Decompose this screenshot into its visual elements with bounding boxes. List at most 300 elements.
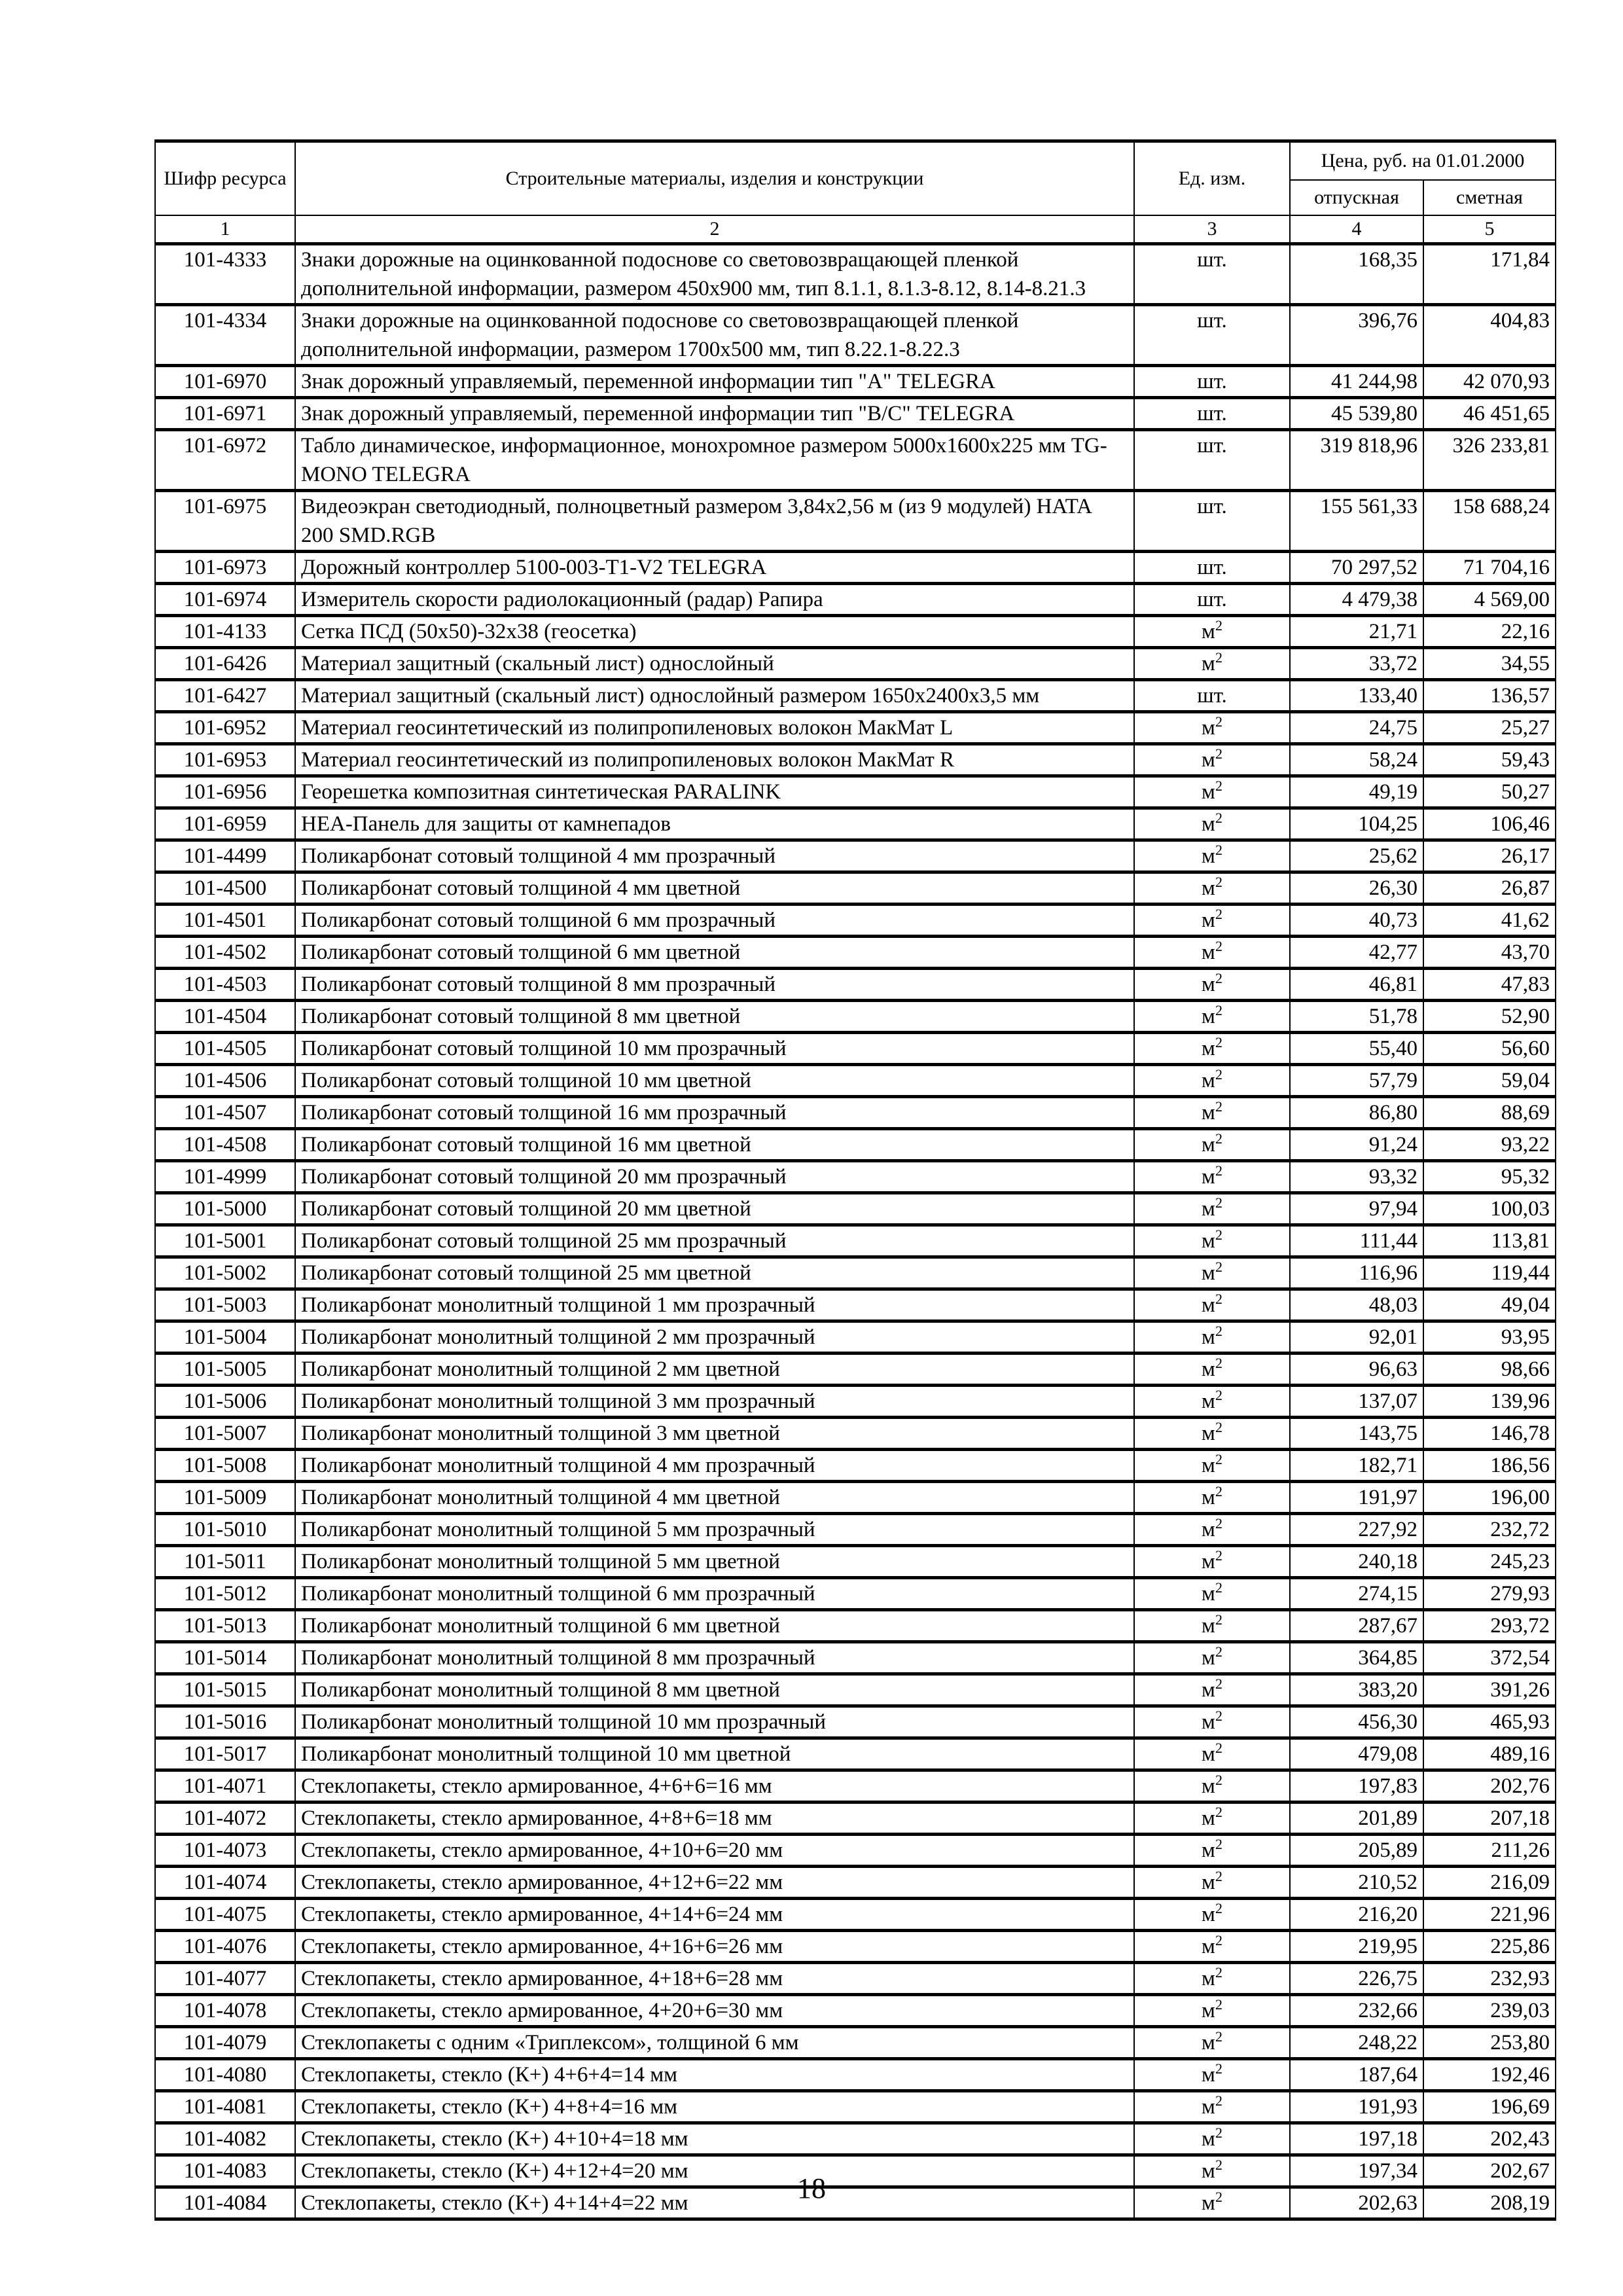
cell-unit: $м^2$ (1134, 1674, 1290, 1706)
cell-price-release: 51,78 (1290, 1001, 1423, 1033)
cell-unit: $м^2$ (1134, 1803, 1290, 1835)
cell-unit: шт. (1134, 366, 1290, 398)
superscript: 2 (1215, 1868, 1222, 1884)
table-row (155, 872, 1556, 905)
cell-unit: $м^2$ (1134, 2155, 1290, 2187)
cell-name: Поликарбонат монолитный толщиной 10 мм цветной (295, 1738, 1134, 1770)
cell-code: 101-5012 (155, 1578, 295, 1610)
cell-name: Поликарбонат сотовый толщиной 4 мм цветной (295, 872, 1134, 905)
cell-unit: $м^2$ (1134, 1931, 1290, 1963)
cell-price-release: 456,30 (1290, 1706, 1423, 1738)
cell-unit: $м^2$ (1134, 1899, 1290, 1931)
cell-name: Поликарбонат сотовый толщиной 8 мм прозрачный (295, 969, 1134, 1001)
cell-price-estimate: 293,72 (1423, 1610, 1556, 1642)
cell-name: Стеклопакеты, стекло армированное, 4+14+6=24 мм (295, 1899, 1134, 1931)
cell-name: Стеклопакеты, стекло (К+) 4+6+4=14 мм (295, 2059, 1134, 2091)
cell-code: 101-5001 (155, 1225, 295, 1257)
table-row (155, 1321, 1556, 1354)
cell-price-release: 396,76 (1290, 305, 1423, 366)
column-number: 1 (155, 215, 295, 244)
cell-unit: $м^2$ (1134, 1033, 1290, 1065)
cell-price-estimate: 146,78 (1423, 1418, 1556, 1450)
cell-price-estimate: 46 451,65 (1423, 398, 1556, 430)
cell-price-release: 187,64 (1290, 2059, 1423, 2091)
cell-unit: $м^2$ (1134, 1482, 1290, 1514)
cell-name: Поликарбонат монолитный толщиной 2 мм прозрачный (295, 1321, 1134, 1354)
cell-price-estimate: 71 704,16 (1423, 552, 1556, 584)
cell-name: Сетка ПСД (50х50)-32х38 (геосетка) (295, 616, 1134, 648)
cell-price-estimate: 95,32 (1423, 1161, 1556, 1193)
table-row (155, 1578, 1556, 1610)
superscript: 2 (1215, 1611, 1222, 1628)
cell-unit: $м^2$ (1134, 616, 1290, 648)
table-row (155, 1225, 1556, 1257)
cell-code: 101-4075 (155, 1899, 295, 1931)
cell-unit: шт. (1134, 305, 1290, 366)
cell-price-estimate: 232,72 (1423, 1514, 1556, 1546)
cell-unit: шт. (1134, 430, 1290, 491)
cell-price-release: 55,40 (1290, 1033, 1423, 1065)
cell-price-estimate: 25,27 (1423, 712, 1556, 744)
cell-name: Знак дорожный управляемый, переменной информации тип "В/С" TELEGRA (295, 398, 1134, 430)
cell-price-release: 479,08 (1290, 1738, 1423, 1770)
cell-price-estimate: 202,43 (1423, 2123, 1556, 2155)
cell-unit: $м^2$ (1134, 2059, 1290, 2091)
superscript: 2 (1215, 1291, 1222, 1307)
cell-unit: шт. (1134, 584, 1290, 616)
cell-unit: $м^2$ (1134, 712, 1290, 744)
cell-name: Видеоэкран светодиодный, полноцветный размером 3,84х2,56 м (из 9 модулей) HATA 200 SMD.RGB (295, 491, 1134, 552)
superscript: 2 (1215, 1708, 1222, 1724)
cell-price-release: 219,95 (1290, 1931, 1423, 1963)
cell-unit: шт. (1134, 552, 1290, 584)
table-row (155, 1161, 1556, 1193)
cell-price-release: 383,20 (1290, 1674, 1423, 1706)
column-number-row (155, 215, 1556, 244)
cell-price-release: 4 479,38 (1290, 584, 1423, 616)
cell-code: 101-5003 (155, 1289, 295, 1321)
table-row (155, 1450, 1556, 1482)
cell-price-estimate: 88,69 (1423, 1097, 1556, 1129)
cell-price-release: 96,63 (1290, 1354, 1423, 1386)
page-number: 18 (797, 2172, 826, 2204)
cell-code: 101-5014 (155, 1642, 295, 1674)
cell-price-release: 227,92 (1290, 1514, 1423, 1546)
cell-unit: $м^2$ (1134, 1289, 1290, 1321)
cell-name: Поликарбонат монолитный толщиной 5 мм цветной (295, 1546, 1134, 1578)
cell-price-release: 48,03 (1290, 1289, 1423, 1321)
table-row (155, 905, 1556, 937)
superscript: 2 (1215, 1547, 1222, 1564)
cell-name: Стеклопакеты с одним «Триплексом», толщиной 6 мм (295, 2027, 1134, 2059)
cell-code: 101-4333 (155, 244, 295, 305)
cell-price-release: 46,81 (1290, 969, 1423, 1001)
cell-price-estimate: 106,46 (1423, 808, 1556, 840)
table-row (155, 648, 1556, 680)
superscript: 2 (1215, 649, 1222, 666)
cell-name: Поликарбонат монолитный толщиной 6 мм прозрачный (295, 1578, 1134, 1610)
cell-price-release: 216,20 (1290, 1899, 1423, 1931)
cell-price-estimate: 52,90 (1423, 1001, 1556, 1033)
superscript: 2 (1215, 938, 1222, 954)
cell-name: Стеклопакеты, стекло армированное, 4+20+6=30 мм (295, 1995, 1134, 2027)
header-unit: Ед. изм. (1134, 141, 1290, 216)
cell-price-release: 49,19 (1290, 776, 1423, 808)
table-row (155, 1610, 1556, 1642)
table-row (155, 1257, 1556, 1289)
cell-unit: $м^2$ (1134, 744, 1290, 776)
cell-unit: $м^2$ (1134, 1386, 1290, 1418)
cell-name: Поликарбонат сотовый толщиной 6 мм прозрачный (295, 905, 1134, 937)
cell-price-estimate: 49,04 (1423, 1289, 1556, 1321)
table-body (155, 244, 1556, 2219)
cell-code: 101-6971 (155, 398, 295, 430)
cell-price-estimate: 93,22 (1423, 1129, 1556, 1161)
cell-price-release: 93,32 (1290, 1161, 1423, 1193)
cell-name: Стеклопакеты, стекло армированное, 4+12+6=22 мм (295, 1867, 1134, 1899)
superscript: 2 (1215, 1130, 1222, 1147)
cell-name: Стеклопакеты, стекло армированное, 4+8+6=18 мм (295, 1803, 1134, 1835)
cell-unit: $м^2$ (1134, 1418, 1290, 1450)
cell-name: Поликарбонат сотовый толщиной 10 мм прозрачный (295, 1033, 1134, 1065)
cell-unit: $м^2$ (1134, 1610, 1290, 1642)
cell-name: Материал защитный (скальный лист) однослойный (295, 648, 1134, 680)
cell-name: Стеклопакеты, стекло (К+) 4+12+4=20 мм (295, 2155, 1134, 2187)
table-row (155, 840, 1556, 872)
cell-code: 101-5015 (155, 1674, 295, 1706)
cell-unit: $м^2$ (1134, 1578, 1290, 1610)
cell-unit: $м^2$ (1134, 1161, 1290, 1193)
cell-price-estimate: 119,44 (1423, 1257, 1556, 1289)
cell-code: 101-5008 (155, 1450, 295, 1482)
header-price-release: отпускная (1290, 180, 1423, 215)
cell-price-estimate: 208,19 (1423, 2187, 1556, 2219)
cell-price-estimate: 59,43 (1423, 744, 1556, 776)
superscript: 2 (1215, 2060, 1222, 2077)
cell-name: Дорожный контроллер 5100-003-T1-V2 TELEGRA (295, 552, 1134, 584)
table-row (155, 969, 1556, 1001)
table-row (155, 2091, 1556, 2123)
table-row (155, 1931, 1556, 1963)
cell-price-release: 201,89 (1290, 1803, 1423, 1835)
superscript: 2 (1215, 745, 1222, 762)
cell-code: 101-6973 (155, 552, 295, 584)
cell-unit: $м^2$ (1134, 1738, 1290, 1770)
cell-code: 101-4502 (155, 937, 295, 969)
superscript: 2 (1215, 1676, 1222, 1692)
cell-price-release: 210,52 (1290, 1867, 1423, 1899)
cell-code: 101-6426 (155, 648, 295, 680)
table-row (155, 1065, 1556, 1097)
superscript: 2 (1215, 1836, 1222, 1852)
cell-price-estimate: 404,83 (1423, 305, 1556, 366)
cell-name: Знаки дорожные на оцинкованной подоснове со световозвращающей пленкой дополнительной информации, размером 1700х500 мм, тип 8.22.1-8.22.3 (295, 305, 1134, 366)
cell-price-release: 45 539,80 (1290, 398, 1423, 430)
cell-price-release: 364,85 (1290, 1642, 1423, 1674)
cell-code: 101-4074 (155, 1867, 295, 1899)
cell-code: 101-5013 (155, 1610, 295, 1642)
table-row (155, 1482, 1556, 1514)
cell-name: НЕА-Панель для защиты от камнепадов (295, 808, 1134, 840)
cell-unit: $м^2$ (1134, 1129, 1290, 1161)
cell-price-estimate: 202,76 (1423, 1770, 1556, 1803)
cell-price-release: 21,71 (1290, 616, 1423, 648)
cell-price-estimate: 158 688,24 (1423, 491, 1556, 552)
cell-code: 101-4499 (155, 840, 295, 872)
cell-unit: $м^2$ (1134, 1097, 1290, 1129)
table-row (155, 712, 1556, 744)
cell-code: 101-5016 (155, 1706, 295, 1738)
table-row (155, 1354, 1556, 1386)
cell-unit: $м^2$ (1134, 1835, 1290, 1867)
cell-unit: $м^2$ (1134, 2187, 1290, 2219)
cell-name: Стеклопакеты, стекло (К+) 4+8+4=16 мм (295, 2091, 1134, 2123)
cell-price-estimate: 232,93 (1423, 1963, 1556, 1995)
cell-price-estimate: 41,62 (1423, 905, 1556, 937)
cell-unit: $м^2$ (1134, 905, 1290, 937)
table-row (155, 2027, 1556, 2059)
cell-price-release: 287,67 (1290, 1610, 1423, 1642)
table-row (155, 776, 1556, 808)
cell-code: 101-4082 (155, 2123, 295, 2155)
superscript: 2 (1215, 970, 1222, 986)
superscript: 2 (1215, 1483, 1222, 1499)
table-row (155, 808, 1556, 840)
cell-price-release: 197,18 (1290, 2123, 1423, 2155)
cell-name: Стеклопакеты, стекло армированное, 4+10+6=20 мм (295, 1835, 1134, 1867)
superscript: 2 (1215, 1579, 1222, 1596)
superscript: 2 (1215, 1451, 1222, 1467)
cell-unit: $м^2$ (1134, 1065, 1290, 1097)
cell-name: Поликарбонат монолитный толщиной 8 мм прозрачный (295, 1642, 1134, 1674)
superscript: 2 (1215, 1034, 1222, 1050)
cell-name: Материал геосинтетический из полипропиленовых волокон МакМат R (295, 744, 1134, 776)
table-row (155, 1514, 1556, 1546)
cell-code: 101-4334 (155, 305, 295, 366)
cell-name: Поликарбонат сотовый толщиной 4 мм прозрачный (295, 840, 1134, 872)
cell-code: 101-4080 (155, 2059, 295, 2091)
cell-unit: $м^2$ (1134, 2027, 1290, 2059)
cell-price-estimate: 59,04 (1423, 1065, 1556, 1097)
cell-code: 101-4071 (155, 1770, 295, 1803)
table-row (155, 398, 1556, 430)
superscript: 2 (1215, 713, 1222, 730)
cell-price-release: 33,72 (1290, 648, 1423, 680)
cell-code: 101-5009 (155, 1482, 295, 1514)
table-row (155, 937, 1556, 969)
cell-price-release: 205,89 (1290, 1835, 1423, 1867)
table-row (155, 744, 1556, 776)
superscript: 2 (1215, 1387, 1222, 1403)
superscript: 2 (1215, 2125, 1222, 2141)
table-row (155, 1835, 1556, 1867)
cell-code: 101-6972 (155, 430, 295, 491)
cell-name: Материал защитный (скальный лист) однослойный размером 1650х2400х3,5 мм (295, 680, 1134, 712)
cell-code: 101-4081 (155, 2091, 295, 2123)
header-code: Шифр ресурса (155, 141, 295, 216)
superscript: 2 (1215, 2092, 1222, 2109)
superscript: 2 (1215, 1194, 1222, 1211)
cell-price-release: 91,24 (1290, 1129, 1423, 1161)
superscript: 2 (1215, 1066, 1222, 1083)
superscript: 2 (1215, 906, 1222, 922)
cell-code: 101-4083 (155, 2155, 295, 2187)
cell-code: 101-5005 (155, 1354, 295, 1386)
cell-price-estimate: 216,09 (1423, 1867, 1556, 1899)
cell-code: 101-5006 (155, 1386, 295, 1418)
cell-name: Поликарбонат сотовый толщиной 10 мм цветной (295, 1065, 1134, 1097)
header-name: Строительные материалы, изделия и конструкции (295, 141, 1134, 216)
table-row (155, 1097, 1556, 1129)
column-number: 2 (295, 215, 1134, 244)
cell-price-estimate: 196,69 (1423, 2091, 1556, 2123)
column-number: 3 (1134, 215, 1290, 244)
cell-name: Материал геосинтетический из полипропиленовых волокон МакМат L (295, 712, 1134, 744)
cell-price-release: 26,30 (1290, 872, 1423, 905)
cell-name: Стеклопакеты, стекло (К+) 4+10+4=18 мм (295, 2123, 1134, 2155)
cell-name: Поликарбонат сотовый толщиной 20 мм цветной (295, 1193, 1134, 1225)
cell-unit: $м^2$ (1134, 1514, 1290, 1546)
cell-price-estimate: 4 569,00 (1423, 584, 1556, 616)
cell-name: Поликарбонат монолитный толщиной 10 мм прозрачный (295, 1706, 1134, 1738)
cell-code: 101-4084 (155, 2187, 295, 2219)
superscript: 2 (1215, 1740, 1222, 1756)
cell-price-release: 240,18 (1290, 1546, 1423, 1578)
table-row (155, 1963, 1556, 1995)
cell-price-estimate: 56,60 (1423, 1033, 1556, 1065)
cell-price-release: 137,07 (1290, 1386, 1423, 1418)
superscript: 2 (1215, 1323, 1222, 1339)
cell-unit: $м^2$ (1134, 1546, 1290, 1578)
cell-price-release: 226,75 (1290, 1963, 1423, 1995)
cell-price-estimate: 26,87 (1423, 872, 1556, 905)
table-row (155, 1289, 1556, 1321)
superscript: 2 (1215, 1002, 1222, 1018)
cell-price-estimate: 43,70 (1423, 937, 1556, 969)
cell-unit: $м^2$ (1134, 776, 1290, 808)
table-row (155, 1899, 1556, 1931)
cell-unit: $м^2$ (1134, 1257, 1290, 1289)
table-row (155, 366, 1556, 398)
superscript: 2 (1215, 1804, 1222, 1820)
cell-unit: $м^2$ (1134, 1001, 1290, 1033)
cell-name: Поликарбонат сотовый толщиной 6 мм цветной (295, 937, 1134, 969)
cell-unit: $м^2$ (1134, 1193, 1290, 1225)
cell-unit: $м^2$ (1134, 1225, 1290, 1257)
cell-name: Стеклопакеты, стекло армированное, 4+16+6=26 мм (295, 1931, 1134, 1963)
cell-price-estimate: 239,03 (1423, 1995, 1556, 2027)
cell-name: Поликарбонат сотовый толщиной 25 мм прозрачный (295, 1225, 1134, 1257)
cell-price-release: 97,94 (1290, 1193, 1423, 1225)
cell-price-estimate: 465,93 (1423, 1706, 1556, 1738)
table-row (155, 552, 1556, 584)
cell-price-estimate: 221,96 (1423, 1899, 1556, 1931)
superscript: 2 (1215, 2157, 1222, 2173)
cell-unit: шт. (1134, 398, 1290, 430)
superscript: 2 (1215, 874, 1222, 890)
cell-code: 101-4078 (155, 1995, 295, 2027)
cell-code: 101-5004 (155, 1321, 295, 1354)
table-row (155, 1770, 1556, 1803)
cell-unit: шт. (1134, 680, 1290, 712)
cell-price-release: 111,44 (1290, 1225, 1423, 1257)
cell-price-estimate: 26,17 (1423, 840, 1556, 872)
superscript: 2 (1215, 2189, 1222, 2205)
cell-code: 101-4077 (155, 1963, 295, 1995)
cell-code: 101-4079 (155, 2027, 295, 2059)
table-row (155, 1674, 1556, 1706)
cell-name: Поликарбонат сотовый толщиной 16 мм прозрачный (295, 1097, 1134, 1129)
cell-price-release: 104,25 (1290, 808, 1423, 840)
superscript: 2 (1215, 1098, 1222, 1115)
cell-code: 101-6970 (155, 366, 295, 398)
superscript: 2 (1215, 1932, 1222, 1948)
cell-price-release: 70 297,52 (1290, 552, 1423, 584)
cell-price-estimate: 139,96 (1423, 1386, 1556, 1418)
cell-price-estimate: 171,84 (1423, 244, 1556, 305)
cell-price-release: 24,75 (1290, 712, 1423, 744)
cell-name: Стеклопакеты, стекло (К+) 4+14+4=22 мм (295, 2187, 1134, 2219)
cell-price-release: 92,01 (1290, 1321, 1423, 1354)
superscript: 2 (1215, 1227, 1222, 1243)
cell-price-release: 182,71 (1290, 1450, 1423, 1482)
cell-price-estimate: 47,83 (1423, 969, 1556, 1001)
cell-code: 101-6956 (155, 776, 295, 808)
cell-code: 101-5010 (155, 1514, 295, 1546)
cell-code: 101-5017 (155, 1738, 295, 1770)
superscript: 2 (1215, 1515, 1222, 1532)
table-row (155, 1386, 1556, 1418)
cell-unit: шт. (1134, 244, 1290, 305)
cell-price-release: 133,40 (1290, 680, 1423, 712)
superscript: 2 (1215, 2028, 1222, 2045)
table-row (155, 491, 1556, 552)
superscript: 2 (1215, 810, 1222, 826)
cell-price-release: 41 244,98 (1290, 366, 1423, 398)
cell-unit: $м^2$ (1134, 2091, 1290, 2123)
cell-code: 101-5007 (155, 1418, 295, 1450)
header-price-group: Цена, руб. на 01.01.2000 (1290, 141, 1556, 181)
cell-name: Табло динамическое, информационное, монохромное размером 5000х1600х225 мм TG-MONO TELEGRA (295, 430, 1134, 491)
cell-name: Знак дорожный управляемый, переменной информации тип "А" TELEGRA (295, 366, 1134, 398)
table-row (155, 1418, 1556, 1450)
cell-code: 101-4500 (155, 872, 295, 905)
cell-code: 101-6427 (155, 680, 295, 712)
cell-price-release: 274,15 (1290, 1578, 1423, 1610)
superscript: 2 (1215, 1900, 1222, 1916)
cell-price-release: 58,24 (1290, 744, 1423, 776)
superscript: 2 (1215, 1162, 1222, 1179)
cell-code: 101-4072 (155, 1803, 295, 1835)
cell-unit: $м^2$ (1134, 969, 1290, 1001)
cell-unit: $м^2$ (1134, 1450, 1290, 1482)
superscript: 2 (1215, 778, 1222, 794)
cell-price-estimate: 186,56 (1423, 1450, 1556, 1482)
cell-price-release: 40,73 (1290, 905, 1423, 937)
cell-price-estimate: 22,16 (1423, 616, 1556, 648)
cell-unit: $м^2$ (1134, 1321, 1290, 1354)
header-price-estimate: сметная (1423, 180, 1556, 215)
cell-code: 101-4506 (155, 1065, 295, 1097)
cell-price-release: 86,80 (1290, 1097, 1423, 1129)
superscript: 2 (1215, 1964, 1222, 1981)
cell-price-release: 191,93 (1290, 2091, 1423, 2123)
cell-code: 101-4508 (155, 1129, 295, 1161)
cell-name: Поликарбонат сотовый толщиной 20 мм прозрачный (295, 1161, 1134, 1193)
cell-unit: $м^2$ (1134, 1642, 1290, 1674)
cell-price-release: 116,96 (1290, 1257, 1423, 1289)
cell-name: Поликарбонат сотовый толщиной 25 мм цветной (295, 1257, 1134, 1289)
